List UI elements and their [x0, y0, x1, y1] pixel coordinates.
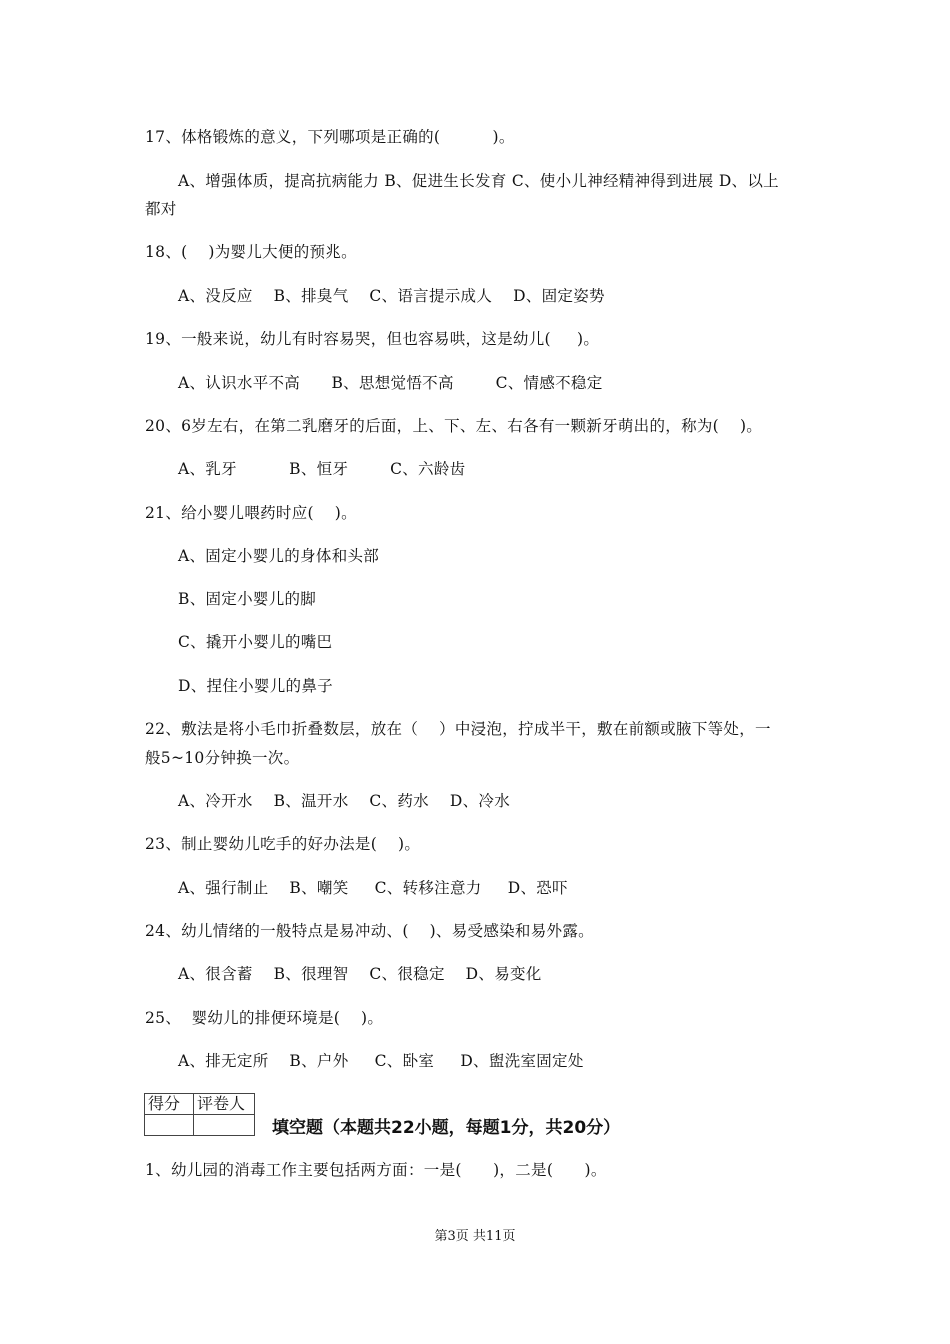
question-stem: 20、6岁左右，在第二乳磨牙的后面，上、下、左、右各有一颗新牙萌出的，称为( )。 [145, 417, 763, 435]
option-b: B、固定小婴儿的脚 [178, 590, 317, 608]
question-stem: 17、体格锻炼的意义，下列哪项是正确的( )。 [145, 128, 515, 146]
fill-question-1: 1、幼儿园的消毒工作主要包括两方面：一是( )，二是( )。 [145, 1161, 607, 1179]
option-a: A、固定小婴儿的身体和头部 [178, 547, 380, 565]
score-cell [145, 1115, 194, 1136]
question-options: A、增强体质，提高抗病能力 B、促进生长发育 C、使小儿神经精神得到进展 D、以上 [178, 172, 779, 190]
question-stem: 22、敷法是将小毛巾折叠数层，放在（ ）中浸泡，拧成半干，敷在前额或腋下等处，一 [145, 720, 771, 738]
question-options: A、很含蓄 B、很理智 C、很稳定 D、易变化 [178, 965, 542, 983]
question-options: A、认识水平不高 B、思想觉悟不高 C、情感不稳定 [178, 374, 603, 392]
grader-header: 评卷人 [194, 1094, 255, 1115]
question-stem: 21、给小婴儿喂药时应( )。 [145, 504, 357, 522]
score-header: 得分 [145, 1094, 194, 1115]
question-options: A、乳牙 B、恒牙 C、六龄齿 [178, 460, 466, 478]
question-options: A、冷开水 B、温开水 C、药水 D、冷水 [178, 792, 510, 810]
question-stem: 23、制止婴幼儿吃手的好办法是( )。 [145, 835, 421, 853]
question-options: A、排无定所 B、户外 C、卧室 D、盥洗室固定处 [178, 1052, 584, 1070]
question-stem: 18、( )为婴儿大便的预兆。 [145, 243, 357, 261]
question-options: A、没反应 B、排臭气 C、语言提示成人 D、固定姿势 [178, 287, 605, 305]
option-c: C、撬开小婴儿的嘴巴 [178, 633, 333, 651]
score-table [144, 1093, 255, 1136]
question-stem: 25、 婴幼儿的排便环境是( )。 [145, 1009, 384, 1027]
question-options-continued: 都对 [145, 200, 177, 218]
question-stem: 19、一般来说，幼儿有时容易哭，但也容易哄，这是幼儿( )。 [145, 330, 600, 348]
section-title: 填空题（本题共22小题，每题1分，共20分） [272, 1118, 621, 1138]
question-options: A、强行制止 B、嘲笑 C、转移注意力 D、恐吓 [178, 879, 568, 897]
question-stem-continued: 般5~10分钟换一次。 [145, 749, 300, 767]
grader-cell [194, 1115, 255, 1136]
question-stem: 24、幼儿情绪的一般特点是易冲动、( )、易受感染和易外露。 [145, 922, 594, 940]
page-footer: 第3页 共11页 [434, 1229, 516, 1244]
option-d: D、捏住小婴儿的鼻子 [178, 677, 333, 695]
